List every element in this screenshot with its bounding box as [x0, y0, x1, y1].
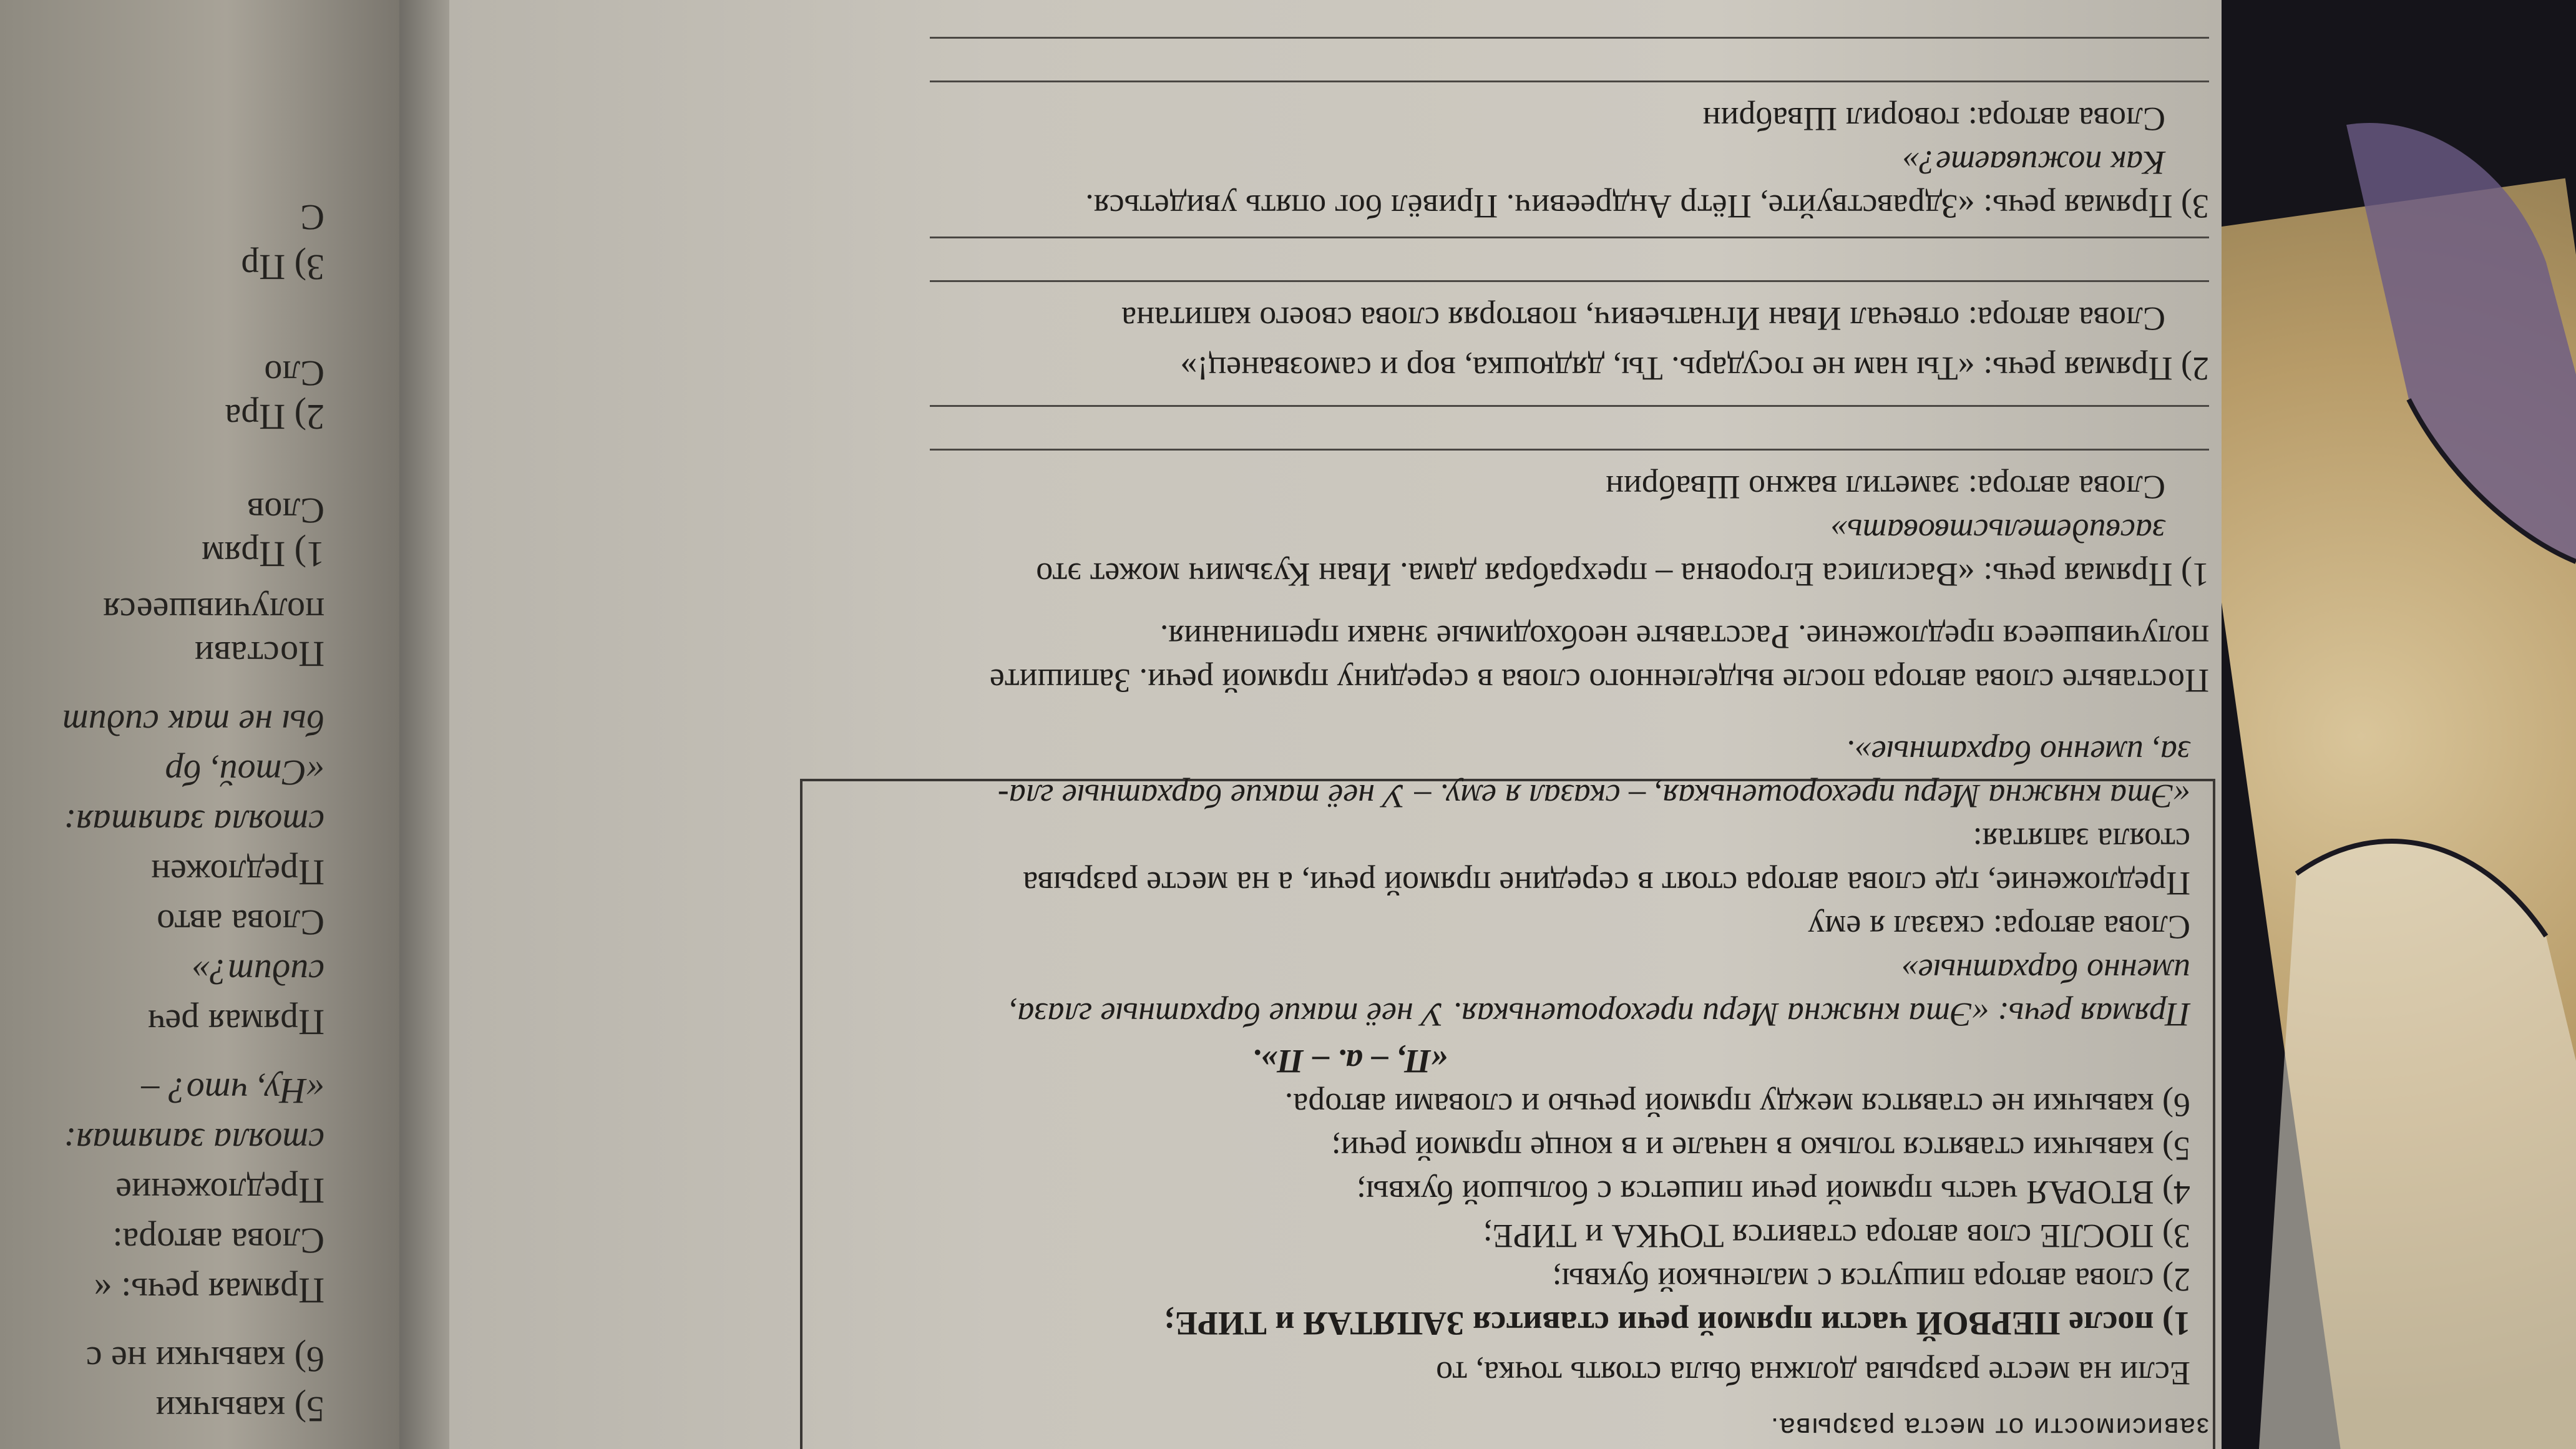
exercise-2-direct: 2) Прямая речь: «Ты нам не государь. Ты, дядюшка, вор и самозванец!»	[1180, 350, 2209, 388]
exercise-1-author: Слова автора: заметил важно Швабрин	[1605, 469, 2165, 506]
left-line: 6) кавычки не с	[85, 1339, 324, 1380]
left-line: 5) кавычки	[155, 1389, 324, 1430]
main-page	[449, 0, 2259, 1449]
left-line: Прямая реч	[147, 1002, 324, 1043]
example-direct-speech: именно бархатные»	[1901, 952, 2190, 990]
left-line: Слова автора:	[112, 1221, 324, 1261]
left-line: Предложение	[115, 1171, 324, 1211]
rule-scheme: «П, – а. – П».	[1252, 1043, 1448, 1080]
example-direct-speech: Прямая речь: «Эта княжна Мери прехорошенькая. У неё такие бархатные глаза,	[1008, 996, 2190, 1033]
example-result: за, именно бархатные».	[1846, 734, 2190, 771]
left-line: стояла запятая:	[64, 803, 324, 843]
exercise-3-author: Слова автора: говорил Швабрин	[1702, 100, 2165, 138]
left-line: Сло	[264, 353, 324, 394]
main-page-content	[449, 0, 2259, 1449]
example-author-words: Слова автора: сказал я ему	[1808, 909, 2190, 946]
example-sentence-desc: Предложение, где слова автора стоят в середине прямой речи, а на месте разрыва	[1023, 865, 2190, 902]
exercise-3-direct: 3) Прямая речь: «Здравствуйте, Пётр Андреевич. Привёл бог опять увидеться.	[1085, 188, 2209, 225]
left-line: 2) Пра	[225, 397, 324, 437]
left-page-text	[0, 0, 349, 1449]
left-line: Предложен	[151, 852, 324, 893]
decorated-cover	[2222, 0, 2576, 1449]
example-result: «Эта княжна Мери прехорошенькая, – сказал я ему. – У неё такие бархатные гла-	[997, 778, 2190, 815]
left-line: Прямая речь: «	[94, 1271, 324, 1311]
rule-item: 6) кавычки не ставятся между прямой речью и словами автора.	[1284, 1086, 2190, 1124]
exercise-1-direct: засвидетельствовать»	[1830, 512, 2165, 550]
left-line: С	[300, 197, 324, 238]
rule-item: 3) ПОСЛЕ слов автора ставится ТОЧКА и ТИРЕ;	[1483, 1217, 2190, 1255]
exercise-1-direct: 1) Прямая речь: «Василиса Егоровна – прехрабрая дама. Иван Кузьмич может это	[1036, 556, 2209, 593]
answer-line[interactable]	[930, 405, 2209, 407]
cartoon-illustration	[2222, 0, 2576, 1449]
left-line: Слова авто	[157, 902, 324, 943]
rule-intro: Если на месте разрыва должна была стоять точка, то	[1436, 1355, 2190, 1392]
left-page	[0, 0, 412, 1449]
answer-line[interactable]	[930, 37, 2209, 39]
answer-line[interactable]	[930, 449, 2209, 451]
left-line: Постави	[194, 634, 324, 675]
rule-item: 2) слова автора пишутся с маленькой буквы;	[1552, 1261, 2190, 1299]
task-instruction: получившееся предложение. Расставьте необходимые знаки препинания.	[1159, 618, 2209, 656]
left-line: стояла запятая:	[64, 1121, 324, 1161]
left-line: бы не так сидит	[62, 703, 324, 743]
example-sentence-desc: стояла запятая:	[1973, 821, 2190, 859]
answer-line[interactable]	[930, 237, 2209, 238]
left-line: получившееся	[103, 590, 324, 631]
section-header: зависимости от места разрыва.	[1769, 1412, 2209, 1443]
left-line: «Ну, что? –	[141, 1071, 324, 1111]
left-line: Слов	[246, 490, 324, 531]
left-line: 3) Пр	[241, 247, 324, 288]
rule-item: 4) ВТОРАЯ часть прямой речи пишется с большой буквы;	[1356, 1174, 2190, 1211]
task-instruction: Поставьте слова автора после выделенного слова в середину прямой речи. Запишите	[989, 662, 2209, 700]
answer-line[interactable]	[930, 80, 2209, 82]
left-line: сидит?»	[192, 952, 324, 993]
left-line: 1) Прям	[201, 534, 324, 575]
rule-item: 5) кавычки ставятся только в начале и в конце прямой речи;	[1331, 1130, 2190, 1168]
rule-item: 1) после ПЕРВОЙ части прямой речи ставится ЗАПЯТАЯ и ТИРЕ;	[1163, 1305, 2190, 1342]
answer-line[interactable]	[930, 280, 2209, 282]
exercise-2-author: Слова автора: отвечал Иван Игнатьевич, повторяя слова своего капитана	[1121, 300, 2165, 338]
exercise-3-direct: Как поживаете?»	[1902, 144, 2165, 182]
left-line: «Стой, бр	[165, 753, 324, 793]
